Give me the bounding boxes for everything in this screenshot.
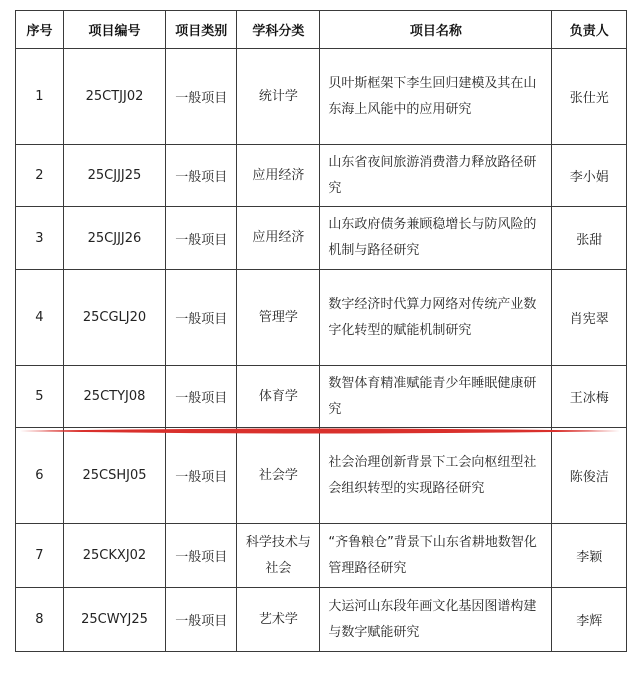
cell-subject: 科学技术与社会 <box>237 524 320 588</box>
cell-subject: 应用经济 <box>237 207 320 270</box>
cell-leader: 李辉 <box>552 588 627 652</box>
cell-leader: 王冰梅 <box>552 366 627 428</box>
header-type: 项目类别 <box>166 11 237 49</box>
cell-type: 一般项目 <box>166 428 237 524</box>
table-row <box>16 428 627 524</box>
table-row <box>16 524 627 588</box>
table-row <box>16 207 627 270</box>
header-index: 序号 <box>16 11 64 49</box>
cell-type: 一般项目 <box>166 366 237 428</box>
cell-leader: 陈俊洁 <box>552 428 627 524</box>
header-subject: 学科分类 <box>237 11 320 49</box>
cell-code: 25CJJJ26 <box>63 207 165 270</box>
cell-index: 2 <box>16 145 64 207</box>
cell-code: 25CJJJ25 <box>63 145 165 207</box>
cell-subject: 应用经济 <box>237 145 320 207</box>
table-row <box>16 270 627 366</box>
cell-name: 数智体育精准赋能青少年睡眠健康研究 <box>320 366 552 428</box>
cell-code: 25CSHJ05 <box>63 428 165 524</box>
cell-code: 25CGLJ20 <box>63 270 165 366</box>
cell-index: 1 <box>16 49 64 145</box>
red-highlight-line <box>20 426 620 436</box>
cell-subject: 统计学 <box>237 49 320 145</box>
cell-name: 社会治理创新背景下工会向枢纽型社会组织转型的实现路径研究 <box>320 428 552 524</box>
cell-type: 一般项目 <box>166 270 237 366</box>
cell-type: 一般项目 <box>166 524 237 588</box>
cell-subject: 艺术学 <box>237 588 320 652</box>
cell-index: 7 <box>16 524 64 588</box>
table-row <box>16 588 627 652</box>
cell-index: 5 <box>16 366 64 428</box>
table-row <box>16 49 627 145</box>
cell-name: 数字经济时代算力网络对传统产业数字化转型的赋能机制研究 <box>320 270 552 366</box>
header-row <box>16 11 627 49</box>
cell-name: “齐鲁粮仓”背景下山东省耕地数智化管理路径研究 <box>320 524 552 588</box>
cell-type: 一般项目 <box>166 49 237 145</box>
header-code: 项目编号 <box>63 11 165 49</box>
table-row <box>16 145 627 207</box>
cell-index: 4 <box>16 270 64 366</box>
cell-index: 6 <box>16 428 64 524</box>
header-name: 项目名称 <box>320 11 552 49</box>
cell-subject: 社会学 <box>237 428 320 524</box>
cell-type: 一般项目 <box>166 207 237 270</box>
cell-leader: 张仕光 <box>552 49 627 145</box>
cell-name: 山东省夜间旅游消费潜力释放路径研究 <box>320 145 552 207</box>
cell-name: 贝叶斯框架下李生回归建模及其在山东海上风能中的应用研究 <box>320 49 552 145</box>
cell-code: 25CKXJ02 <box>63 524 165 588</box>
red-marker-stroke <box>20 429 620 434</box>
cell-name: 山东政府债务兼顾稳增长与防风险的机制与路径研究 <box>320 207 552 270</box>
cell-code: 25CTYJ08 <box>63 366 165 428</box>
project-table <box>15 10 627 652</box>
table-row <box>16 366 627 428</box>
cell-leader: 李颖 <box>552 524 627 588</box>
cell-subject: 体育学 <box>237 366 320 428</box>
cell-leader: 张甜 <box>552 207 627 270</box>
cell-code: 25CWYJ25 <box>63 588 165 652</box>
cell-index: 8 <box>16 588 64 652</box>
cell-name: 大运河山东段年画文化基因图谱构建与数字赋能研究 <box>320 588 552 652</box>
cell-leader: 肖宪翠 <box>552 270 627 366</box>
cell-code: 25CTJJ02 <box>63 49 165 145</box>
cell-type: 一般项目 <box>166 588 237 652</box>
cell-index: 3 <box>16 207 64 270</box>
header-leader: 负责人 <box>552 11 627 49</box>
cell-type: 一般项目 <box>166 145 237 207</box>
cell-subject: 管理学 <box>237 270 320 366</box>
cell-leader: 李小娟 <box>552 145 627 207</box>
